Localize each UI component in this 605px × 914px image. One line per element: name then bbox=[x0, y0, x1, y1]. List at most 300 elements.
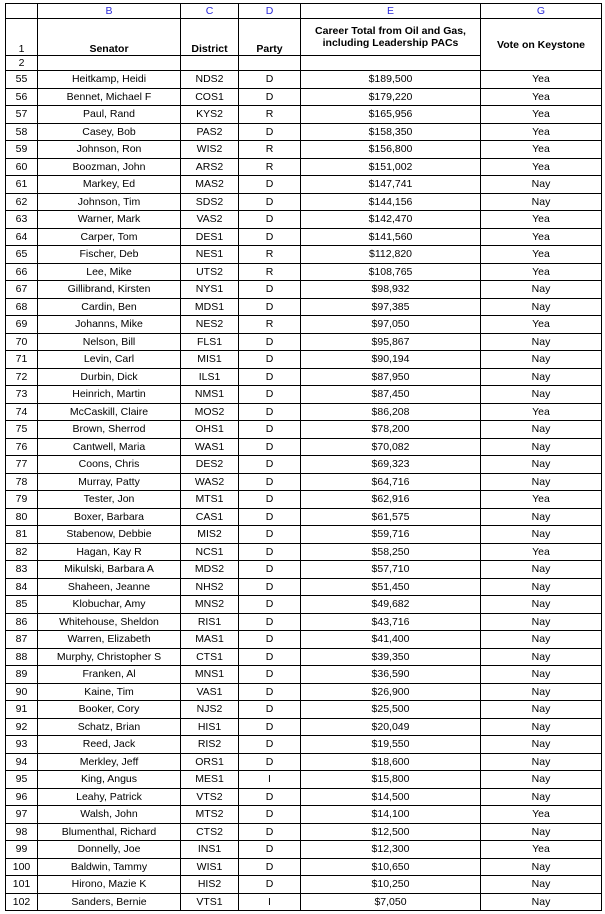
vote-cell[interactable]: Nay bbox=[481, 788, 602, 806]
vote-cell[interactable]: Yea bbox=[481, 316, 602, 334]
party-cell[interactable]: D bbox=[239, 631, 301, 649]
party-cell[interactable]: D bbox=[239, 648, 301, 666]
vote-cell[interactable]: Nay bbox=[481, 753, 602, 771]
district-cell[interactable]: CAS1 bbox=[181, 508, 239, 526]
senator-cell[interactable]: Leahy, Patrick bbox=[38, 788, 181, 806]
row-number[interactable]: 68 bbox=[6, 298, 38, 316]
district-cell[interactable]: WIS1 bbox=[181, 858, 239, 876]
senator-cell[interactable]: Boxer, Barbara bbox=[38, 508, 181, 526]
district-cell[interactable]: MAS1 bbox=[181, 631, 239, 649]
party-cell[interactable]: R bbox=[239, 246, 301, 264]
career-total-cell[interactable]: $14,100 bbox=[301, 806, 481, 824]
career-total-cell[interactable]: $36,590 bbox=[301, 666, 481, 684]
district-cell[interactable]: RIS1 bbox=[181, 613, 239, 631]
district-cell[interactable]: NDS2 bbox=[181, 71, 239, 89]
senator-cell[interactable]: Sanders, Bernie bbox=[38, 893, 181, 911]
senator-cell[interactable]: Kaine, Tim bbox=[38, 683, 181, 701]
senator-cell[interactable]: Schatz, Brian bbox=[38, 718, 181, 736]
district-cell[interactable]: RIS2 bbox=[181, 736, 239, 754]
career-total-cell[interactable]: $69,323 bbox=[301, 456, 481, 474]
senator-cell[interactable]: Lee, Mike bbox=[38, 263, 181, 281]
district-cell[interactable]: MOS2 bbox=[181, 403, 239, 421]
career-total-cell[interactable]: $95,867 bbox=[301, 333, 481, 351]
party-cell[interactable]: I bbox=[239, 771, 301, 789]
senator-cell[interactable]: Paul, Rand bbox=[38, 106, 181, 124]
senator-cell[interactable]: Warren, Elizabeth bbox=[38, 631, 181, 649]
party-cell[interactable]: D bbox=[239, 421, 301, 439]
row-number[interactable]: 72 bbox=[6, 368, 38, 386]
district-cell[interactable]: WAS1 bbox=[181, 438, 239, 456]
district-cell[interactable]: PAS2 bbox=[181, 123, 239, 141]
senator-cell[interactable]: Warner, Mark bbox=[38, 211, 181, 229]
vote-cell[interactable]: Yea bbox=[481, 403, 602, 421]
party-cell[interactable]: D bbox=[239, 736, 301, 754]
senator-cell[interactable]: King, Angus bbox=[38, 771, 181, 789]
vote-cell[interactable]: Nay bbox=[481, 193, 602, 211]
party-cell[interactable]: D bbox=[239, 351, 301, 369]
vote-cell[interactable]: Nay bbox=[481, 666, 602, 684]
career-total-cell[interactable]: $43,716 bbox=[301, 613, 481, 631]
row-number[interactable]: 55 bbox=[6, 71, 38, 89]
district-cell[interactable]: ILS1 bbox=[181, 368, 239, 386]
district-cell[interactable]: COS1 bbox=[181, 88, 239, 106]
party-cell[interactable]: D bbox=[239, 298, 301, 316]
career-total-cell[interactable]: $41,400 bbox=[301, 631, 481, 649]
career-total-cell[interactable]: $151,002 bbox=[301, 158, 481, 176]
row-number[interactable]: 58 bbox=[6, 123, 38, 141]
row-number[interactable]: 62 bbox=[6, 193, 38, 211]
row-number[interactable]: 77 bbox=[6, 456, 38, 474]
career-total-cell[interactable]: $61,575 bbox=[301, 508, 481, 526]
district-cell[interactable]: CTS1 bbox=[181, 648, 239, 666]
vote-cell[interactable]: Nay bbox=[481, 526, 602, 544]
row-number[interactable]: 93 bbox=[6, 736, 38, 754]
career-total-cell[interactable]: $19,550 bbox=[301, 736, 481, 754]
senator-cell[interactable]: Tester, Jon bbox=[38, 491, 181, 509]
district-cell[interactable]: WIS2 bbox=[181, 141, 239, 159]
vote-cell[interactable]: Nay bbox=[481, 823, 602, 841]
senator-cell[interactable]: Murray, Patty bbox=[38, 473, 181, 491]
district-cell[interactable]: MTS1 bbox=[181, 491, 239, 509]
vote-cell[interactable]: Nay bbox=[481, 613, 602, 631]
district-cell[interactable]: CTS2 bbox=[181, 823, 239, 841]
party-cell[interactable]: D bbox=[239, 858, 301, 876]
party-cell[interactable]: R bbox=[239, 316, 301, 334]
career-total-cell[interactable]: $12,500 bbox=[301, 823, 481, 841]
vote-cell[interactable]: Yea bbox=[481, 543, 602, 561]
district-cell[interactable]: OHS1 bbox=[181, 421, 239, 439]
row-number[interactable]: 84 bbox=[6, 578, 38, 596]
district-cell[interactable]: SDS2 bbox=[181, 193, 239, 211]
party-cell[interactable]: D bbox=[239, 386, 301, 404]
party-cell[interactable]: D bbox=[239, 88, 301, 106]
career-total-cell[interactable]: $112,820 bbox=[301, 246, 481, 264]
district-cell[interactable]: NES1 bbox=[181, 246, 239, 264]
district-cell[interactable]: NHS2 bbox=[181, 578, 239, 596]
vote-cell[interactable]: Nay bbox=[481, 456, 602, 474]
senator-cell[interactable]: Cardin, Ben bbox=[38, 298, 181, 316]
career-total-cell[interactable]: $51,450 bbox=[301, 578, 481, 596]
vote-cell[interactable]: Nay bbox=[481, 596, 602, 614]
row-number[interactable]: 83 bbox=[6, 561, 38, 579]
vote-cell[interactable]: Nay bbox=[481, 718, 602, 736]
column-header-c[interactable]: C bbox=[181, 4, 239, 19]
vote-cell[interactable]: Yea bbox=[481, 806, 602, 824]
district-cell[interactable]: MTS2 bbox=[181, 806, 239, 824]
row-number[interactable]: 63 bbox=[6, 211, 38, 229]
senator-cell[interactable]: Durbin, Dick bbox=[38, 368, 181, 386]
career-total-cell[interactable]: $49,682 bbox=[301, 596, 481, 614]
row-number[interactable]: 73 bbox=[6, 386, 38, 404]
row-number[interactable]: 71 bbox=[6, 351, 38, 369]
career-total-cell[interactable]: $97,050 bbox=[301, 316, 481, 334]
senator-cell[interactable]: Heinrich, Martin bbox=[38, 386, 181, 404]
party-cell[interactable]: D bbox=[239, 438, 301, 456]
row-number[interactable]: 96 bbox=[6, 788, 38, 806]
district-cell[interactable]: VAS2 bbox=[181, 211, 239, 229]
district-cell[interactable]: MAS2 bbox=[181, 176, 239, 194]
party-cell[interactable]: R bbox=[239, 263, 301, 281]
party-cell[interactable]: D bbox=[239, 176, 301, 194]
vote-cell[interactable]: Yea bbox=[481, 228, 602, 246]
vote-cell[interactable]: Nay bbox=[481, 736, 602, 754]
career-total-cell[interactable]: $62,916 bbox=[301, 491, 481, 509]
vote-cell[interactable]: Nay bbox=[481, 333, 602, 351]
vote-cell[interactable]: Nay bbox=[481, 351, 602, 369]
senator-cell[interactable]: Nelson, Bill bbox=[38, 333, 181, 351]
career-total-cell[interactable]: $156,800 bbox=[301, 141, 481, 159]
vote-cell[interactable]: Nay bbox=[481, 368, 602, 386]
vote-cell[interactable]: Nay bbox=[481, 701, 602, 719]
party-cell[interactable]: D bbox=[239, 71, 301, 89]
row-number[interactable]: 95 bbox=[6, 771, 38, 789]
career-total-cell[interactable]: $179,220 bbox=[301, 88, 481, 106]
row-number[interactable]: 88 bbox=[6, 648, 38, 666]
party-cell[interactable]: D bbox=[239, 211, 301, 229]
senator-cell[interactable]: Franken, Al bbox=[38, 666, 181, 684]
district-cell[interactable]: DES2 bbox=[181, 456, 239, 474]
district-cell[interactable]: VTS1 bbox=[181, 893, 239, 911]
row-number[interactable]: 102 bbox=[6, 893, 38, 911]
empty-cell[interactable] bbox=[38, 56, 181, 71]
senator-cell[interactable]: Cantwell, Maria bbox=[38, 438, 181, 456]
vote-cell[interactable]: Nay bbox=[481, 298, 602, 316]
senator-cell[interactable]: Walsh, John bbox=[38, 806, 181, 824]
career-total-cell[interactable]: $14,500 bbox=[301, 788, 481, 806]
senator-cell[interactable]: Murphy, Christopher S bbox=[38, 648, 181, 666]
vote-cell[interactable]: Nay bbox=[481, 438, 602, 456]
senator-cell[interactable]: Gillibrand, Kirsten bbox=[38, 281, 181, 299]
district-cell[interactable]: NMS1 bbox=[181, 386, 239, 404]
row-number[interactable]: 75 bbox=[6, 421, 38, 439]
row-number[interactable]: 69 bbox=[6, 316, 38, 334]
vote-cell[interactable]: Nay bbox=[481, 893, 602, 911]
party-cell[interactable]: D bbox=[239, 683, 301, 701]
row-number[interactable]: 86 bbox=[6, 613, 38, 631]
row-number[interactable]: 82 bbox=[6, 543, 38, 561]
district-cell[interactable]: UTS2 bbox=[181, 263, 239, 281]
row-number[interactable]: 56 bbox=[6, 88, 38, 106]
row-number[interactable]: 89 bbox=[6, 666, 38, 684]
party-cell[interactable]: D bbox=[239, 561, 301, 579]
vote-cell[interactable]: Nay bbox=[481, 631, 602, 649]
career-total-cell[interactable]: $15,800 bbox=[301, 771, 481, 789]
party-cell[interactable]: D bbox=[239, 578, 301, 596]
column-header-d[interactable]: D bbox=[239, 4, 301, 19]
career-total-cell[interactable]: $57,710 bbox=[301, 561, 481, 579]
vote-cell[interactable]: Yea bbox=[481, 123, 602, 141]
column-header-g[interactable]: G bbox=[481, 4, 602, 19]
senator-cell[interactable]: Stabenow, Debbie bbox=[38, 526, 181, 544]
vote-cell[interactable]: Yea bbox=[481, 71, 602, 89]
party-cell[interactable]: D bbox=[239, 753, 301, 771]
career-total-cell[interactable]: $7,050 bbox=[301, 893, 481, 911]
party-cell[interactable]: D bbox=[239, 403, 301, 421]
senator-cell[interactable]: Blumenthal, Richard bbox=[38, 823, 181, 841]
party-cell[interactable]: R bbox=[239, 106, 301, 124]
party-cell[interactable]: D bbox=[239, 491, 301, 509]
row-number[interactable]: 64 bbox=[6, 228, 38, 246]
vote-cell[interactable]: Nay bbox=[481, 473, 602, 491]
district-cell[interactable]: KYS2 bbox=[181, 106, 239, 124]
career-total-cell[interactable]: $141,560 bbox=[301, 228, 481, 246]
party-cell[interactable]: D bbox=[239, 718, 301, 736]
party-cell[interactable]: D bbox=[239, 823, 301, 841]
district-cell[interactable]: MIS2 bbox=[181, 526, 239, 544]
district-header[interactable]: District bbox=[181, 19, 239, 56]
vote-cell[interactable]: Nay bbox=[481, 176, 602, 194]
party-cell[interactable]: D bbox=[239, 841, 301, 859]
row-number[interactable]: 91 bbox=[6, 701, 38, 719]
vote-cell[interactable]: Nay bbox=[481, 858, 602, 876]
party-cell[interactable]: D bbox=[239, 613, 301, 631]
row-number[interactable]: 57 bbox=[6, 106, 38, 124]
row-number[interactable]: 98 bbox=[6, 823, 38, 841]
senator-cell[interactable]: Shaheen, Jeanne bbox=[38, 578, 181, 596]
senator-cell[interactable]: Hagan, Kay R bbox=[38, 543, 181, 561]
career-total-cell[interactable]: $26,900 bbox=[301, 683, 481, 701]
vote-cell[interactable]: Nay bbox=[481, 683, 602, 701]
district-cell[interactable]: HIS1 bbox=[181, 718, 239, 736]
party-cell[interactable]: D bbox=[239, 788, 301, 806]
vote-cell[interactable]: Nay bbox=[481, 578, 602, 596]
district-cell[interactable]: HIS2 bbox=[181, 876, 239, 894]
vote-cell[interactable]: Yea bbox=[481, 491, 602, 509]
senator-cell[interactable]: Klobuchar, Amy bbox=[38, 596, 181, 614]
vote-cell[interactable]: Yea bbox=[481, 211, 602, 229]
row-number[interactable]: 2 bbox=[6, 56, 38, 71]
career-total-cell[interactable]: $87,950 bbox=[301, 368, 481, 386]
district-cell[interactable]: INS1 bbox=[181, 841, 239, 859]
party-cell[interactable]: D bbox=[239, 333, 301, 351]
senator-cell[interactable]: Markey, Ed bbox=[38, 176, 181, 194]
party-cell[interactable]: D bbox=[239, 281, 301, 299]
row-number[interactable]: 79 bbox=[6, 491, 38, 509]
column-header-b[interactable]: B bbox=[38, 4, 181, 19]
row-number[interactable]: 85 bbox=[6, 596, 38, 614]
career-total-cell[interactable]: $59,716 bbox=[301, 526, 481, 544]
vote-cell[interactable]: Yea bbox=[481, 841, 602, 859]
senator-cell[interactable]: Booker, Cory bbox=[38, 701, 181, 719]
career-total-cell[interactable]: $158,350 bbox=[301, 123, 481, 141]
vote-cell[interactable]: Nay bbox=[481, 561, 602, 579]
corner-cell[interactable] bbox=[6, 4, 38, 19]
career-total-cell[interactable]: $10,650 bbox=[301, 858, 481, 876]
senator-cell[interactable]: Baldwin, Tammy bbox=[38, 858, 181, 876]
senator-cell[interactable]: Casey, Bob bbox=[38, 123, 181, 141]
empty-cell[interactable] bbox=[181, 56, 239, 71]
district-cell[interactable]: NJS2 bbox=[181, 701, 239, 719]
party-cell[interactable]: D bbox=[239, 123, 301, 141]
senator-cell[interactable]: Heitkamp, Heidi bbox=[38, 71, 181, 89]
career-total-cell[interactable]: $142,470 bbox=[301, 211, 481, 229]
district-cell[interactable]: ORS1 bbox=[181, 753, 239, 771]
district-cell[interactable]: DES1 bbox=[181, 228, 239, 246]
row-number[interactable]: 74 bbox=[6, 403, 38, 421]
career-total-cell[interactable]: $165,956 bbox=[301, 106, 481, 124]
senator-cell[interactable]: Whitehouse, Sheldon bbox=[38, 613, 181, 631]
senator-cell[interactable]: Johnson, Tim bbox=[38, 193, 181, 211]
district-cell[interactable]: FLS1 bbox=[181, 333, 239, 351]
row-number[interactable]: 94 bbox=[6, 753, 38, 771]
district-cell[interactable]: NCS1 bbox=[181, 543, 239, 561]
party-cell[interactable]: D bbox=[239, 368, 301, 386]
party-cell[interactable]: D bbox=[239, 666, 301, 684]
career-total-cell[interactable]: $58,250 bbox=[301, 543, 481, 561]
career-total-cell[interactable]: $98,932 bbox=[301, 281, 481, 299]
district-cell[interactable]: VTS2 bbox=[181, 788, 239, 806]
party-cell[interactable]: D bbox=[239, 473, 301, 491]
career-total-cell[interactable]: $64,716 bbox=[301, 473, 481, 491]
party-header[interactable]: Party bbox=[239, 19, 301, 56]
vote-cell[interactable]: Yea bbox=[481, 263, 602, 281]
senator-cell[interactable]: Johnson, Ron bbox=[38, 141, 181, 159]
career-total-cell[interactable]: $18,600 bbox=[301, 753, 481, 771]
vote-cell[interactable]: Yea bbox=[481, 158, 602, 176]
row-number[interactable]: 76 bbox=[6, 438, 38, 456]
career-total-cell[interactable]: $87,450 bbox=[301, 386, 481, 404]
career-total-cell[interactable]: $25,500 bbox=[301, 701, 481, 719]
district-cell[interactable]: MES1 bbox=[181, 771, 239, 789]
row-number[interactable]: 99 bbox=[6, 841, 38, 859]
senator-cell[interactable]: Fischer, Deb bbox=[38, 246, 181, 264]
career-total-cell[interactable]: $147,741 bbox=[301, 176, 481, 194]
career-total-cell[interactable]: $39,350 bbox=[301, 648, 481, 666]
row-number[interactable]: 65 bbox=[6, 246, 38, 264]
district-cell[interactable]: NYS1 bbox=[181, 281, 239, 299]
vote-cell[interactable]: Yea bbox=[481, 88, 602, 106]
row-number[interactable]: 67 bbox=[6, 281, 38, 299]
party-cell[interactable]: R bbox=[239, 141, 301, 159]
party-cell[interactable]: R bbox=[239, 158, 301, 176]
senator-cell[interactable]: McCaskill, Claire bbox=[38, 403, 181, 421]
career-total-cell[interactable]: $144,156 bbox=[301, 193, 481, 211]
row-number[interactable]: 70 bbox=[6, 333, 38, 351]
vote-cell[interactable]: Yea bbox=[481, 141, 602, 159]
row-number[interactable]: 60 bbox=[6, 158, 38, 176]
district-cell[interactable]: VAS1 bbox=[181, 683, 239, 701]
column-header-e[interactable]: E bbox=[301, 4, 481, 19]
senator-cell[interactable]: Bennet, Michael F bbox=[38, 88, 181, 106]
senator-cell[interactable]: Levin, Carl bbox=[38, 351, 181, 369]
row-number[interactable]: 90 bbox=[6, 683, 38, 701]
career-total-header[interactable] bbox=[301, 19, 481, 56]
row-number[interactable]: 1 bbox=[6, 19, 38, 56]
row-number[interactable]: 81 bbox=[6, 526, 38, 544]
district-cell[interactable]: NES2 bbox=[181, 316, 239, 334]
row-number[interactable]: 61 bbox=[6, 176, 38, 194]
district-cell[interactable]: WAS2 bbox=[181, 473, 239, 491]
career-total-cell[interactable]: $12,300 bbox=[301, 841, 481, 859]
party-cell[interactable]: I bbox=[239, 893, 301, 911]
senator-cell[interactable]: Merkley, Jeff bbox=[38, 753, 181, 771]
party-cell[interactable]: D bbox=[239, 876, 301, 894]
senator-cell[interactable]: Hirono, Mazie K bbox=[38, 876, 181, 894]
party-cell[interactable]: D bbox=[239, 543, 301, 561]
empty-cell[interactable] bbox=[239, 56, 301, 71]
party-cell[interactable]: D bbox=[239, 456, 301, 474]
district-cell[interactable]: MNS1 bbox=[181, 666, 239, 684]
senator-cell[interactable]: Reed, Jack bbox=[38, 736, 181, 754]
district-cell[interactable]: MDS2 bbox=[181, 561, 239, 579]
career-total-cell[interactable]: $78,200 bbox=[301, 421, 481, 439]
senator-cell[interactable]: Coons, Chris bbox=[38, 456, 181, 474]
party-cell[interactable]: D bbox=[239, 701, 301, 719]
vote-cell[interactable]: Nay bbox=[481, 876, 602, 894]
senator-cell[interactable]: Johanns, Mike bbox=[38, 316, 181, 334]
row-number[interactable]: 59 bbox=[6, 141, 38, 159]
row-number[interactable]: 87 bbox=[6, 631, 38, 649]
party-cell[interactable]: D bbox=[239, 508, 301, 526]
career-total-cell[interactable]: $189,500 bbox=[301, 71, 481, 89]
career-total-cell[interactable]: $70,082 bbox=[301, 438, 481, 456]
senator-cell[interactable]: Carper, Tom bbox=[38, 228, 181, 246]
senator-header[interactable]: Senator bbox=[38, 19, 181, 56]
career-total-cell[interactable]: $97,385 bbox=[301, 298, 481, 316]
career-total-cell[interactable]: $20,049 bbox=[301, 718, 481, 736]
career-total-cell[interactable]: $10,250 bbox=[301, 876, 481, 894]
vote-header[interactable]: Vote on Keystone bbox=[481, 19, 602, 71]
career-total-cell[interactable]: $86,208 bbox=[301, 403, 481, 421]
vote-cell[interactable]: Nay bbox=[481, 421, 602, 439]
party-cell[interactable]: D bbox=[239, 806, 301, 824]
district-cell[interactable]: MDS1 bbox=[181, 298, 239, 316]
row-number[interactable]: 92 bbox=[6, 718, 38, 736]
district-cell[interactable]: MIS1 bbox=[181, 351, 239, 369]
vote-cell[interactable]: Nay bbox=[481, 648, 602, 666]
party-cell[interactable]: D bbox=[239, 596, 301, 614]
row-number[interactable]: 101 bbox=[6, 876, 38, 894]
district-cell[interactable]: MNS2 bbox=[181, 596, 239, 614]
vote-cell[interactable]: Nay bbox=[481, 281, 602, 299]
row-number[interactable]: 100 bbox=[6, 858, 38, 876]
vote-cell[interactable]: Nay bbox=[481, 771, 602, 789]
senator-cell[interactable]: Mikulski, Barbara A bbox=[38, 561, 181, 579]
party-cell[interactable]: D bbox=[239, 228, 301, 246]
senator-cell[interactable]: Donnelly, Joe bbox=[38, 841, 181, 859]
row-number[interactable]: 80 bbox=[6, 508, 38, 526]
senator-cell[interactable]: Boozman, John bbox=[38, 158, 181, 176]
vote-cell[interactable]: Nay bbox=[481, 508, 602, 526]
empty-cell[interactable] bbox=[301, 56, 481, 71]
vote-cell[interactable]: Yea bbox=[481, 246, 602, 264]
row-number[interactable]: 78 bbox=[6, 473, 38, 491]
career-total-cell[interactable]: $90,194 bbox=[301, 351, 481, 369]
party-cell[interactable]: D bbox=[239, 526, 301, 544]
senator-cell[interactable]: Brown, Sherrod bbox=[38, 421, 181, 439]
vote-cell[interactable]: Yea bbox=[481, 106, 602, 124]
district-cell[interactable]: ARS2 bbox=[181, 158, 239, 176]
